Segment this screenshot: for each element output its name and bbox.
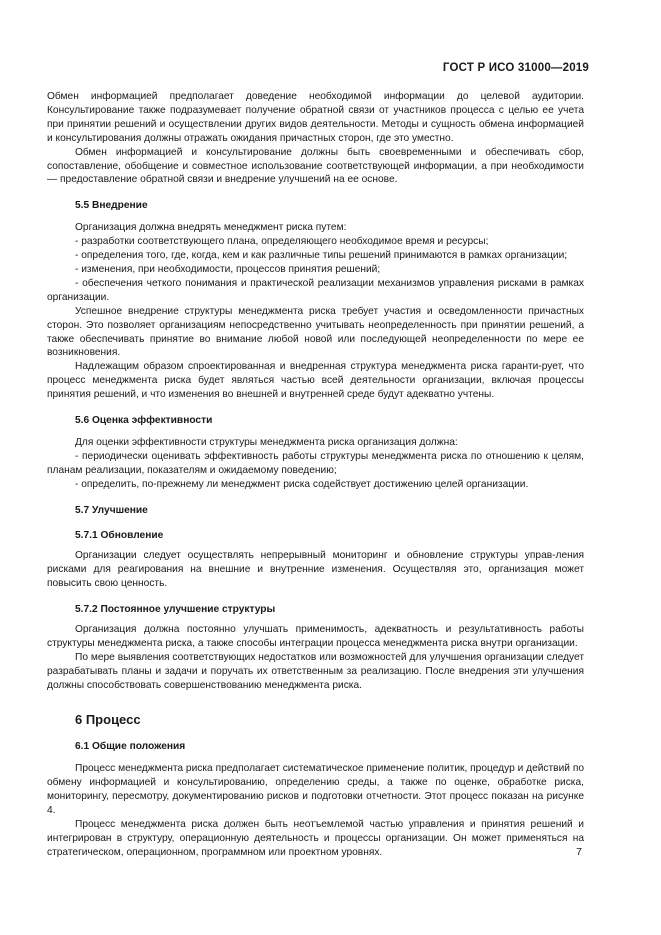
paragraph: Обмен информацией предполагает доведение необходимой информации до целевой аудитории. Консультирование также подразумевает получение обратной связи от участников процесса с целью ее учета при принятии решений и осуществлении других видов деятельности. Методы и сущность обмена информацией и консультирования должны отражать ожидания причастных сторон, где это уместно.: [47, 91, 584, 144]
paragraph: Надлежащим образом спроектированная и внедренная структура менеджмента риска гаранти-рует, что процесс менеджмента риска будет являться частью всей деятельности организации, включая процессы принятия решений, и что изменения во внешней и внутренней среде будут адекватно учтены.: [47, 361, 584, 401]
list-item: - определить, по-прежнему ли менеджмент риска содействует достижению целей организации.: [75, 478, 529, 490]
list-item: - определения того, где, когда, кем и как различные типы решений принимаются в рамках организации;: [75, 250, 568, 262]
subsection-heading: 5.5 Внедрение: [75, 200, 148, 212]
paragraph: По мере выявления соответствующих недостатков или возможностей для улучшения организации следует разрабатывать планы и задачи и поручать их ответственным за реализацию. После внедрения эти улучшения должны способствовать совершенствованию менеджмента риска.: [47, 651, 584, 691]
paragraph: Организация должна постоянно улучшать применимость, адекватность и результативность работы структуры менеджмента риска, а также способы интеграции процесса менеджмента риска внутри организации.: [47, 624, 584, 649]
list-item: - обеспечения четкого понимания и практической реализации механизмов управления рисками в рамках организации.: [47, 277, 584, 303]
list-item: - периодически оценивать эффективность работы структуры менеджмента риска по отношению к целям, планам реализации, показателям и ожидаемому поведению;: [47, 450, 584, 476]
paragraph: Организация должна внедрять менеджмент риска путем:: [75, 222, 347, 234]
list-item: - изменения, при необходимости, процессов принятия решений;: [75, 263, 381, 275]
paragraph: Организации следует осуществлять непрерывный мониторинг и обновление структуры управ-ления рисками для реагирования на внешние и внутренние изменения. Осуществляя это, организация может повысить свою ценность.: [47, 550, 584, 590]
subsection-heading: 6.1 Общие положения: [75, 741, 186, 753]
list-item: - разработки соответствующего плана, определяющего необходимое время и ресурсы;: [75, 236, 489, 248]
paragraph: Процесс менеджмента риска предполагает систематическое применение политик, процедур и действий по обмену информацией и консультированию, определению среды, а также по оценке, обработке риска, мониторингу, пересмотру, документированию рисков и подготовки отчетности. Этот процесс показан на рисунке 4.: [47, 763, 584, 817]
paragraph: Для оценки эффективности структуры менеджмента риска организация должна:: [75, 436, 458, 448]
paragraph: Обмен информацией и консультирование должны быть своевременными и обеспечивать сбор, сопоставление, обобщение и совместное использование соответствующей информации, а при необходимости — предоставление обратной связи и внедрение улучшений на ее основе.: [47, 146, 584, 186]
subsection-heading: 5.6 Оценка эффективности: [75, 415, 213, 427]
section-heading: 6 Процесс: [75, 711, 141, 727]
page-number: 7: [576, 846, 582, 858]
clause-heading: 5.7.1 Обновление: [75, 530, 164, 542]
document-body: [47, 90, 584, 860]
clause-heading: 5.7.2 Постоянное улучшение структуры: [75, 604, 276, 616]
paragraph: Процесс менеджмента риска должен быть неотъемлемой частью управления и принятия решений и интегрирован в структуру, операционную деятельность и процессы организации. Он может применяться на стратегическом, операционном, программном или проектном уровнях.: [47, 818, 584, 858]
document-header: ГОСТ Р ИСО 31000—2019: [442, 62, 589, 74]
paragraph: Успешное внедрение структуры менеджмента риска требует участия и осведомленности причастных сторон. Это позволяет организациям непосредственно учитывать неопределенность при принятии решений, а также обеспечивать принятие во внимание любой новой или последующей неопределенности по мере ее возникновения.: [47, 305, 584, 359]
subsection-heading: 5.7 Улучшение: [75, 504, 148, 516]
